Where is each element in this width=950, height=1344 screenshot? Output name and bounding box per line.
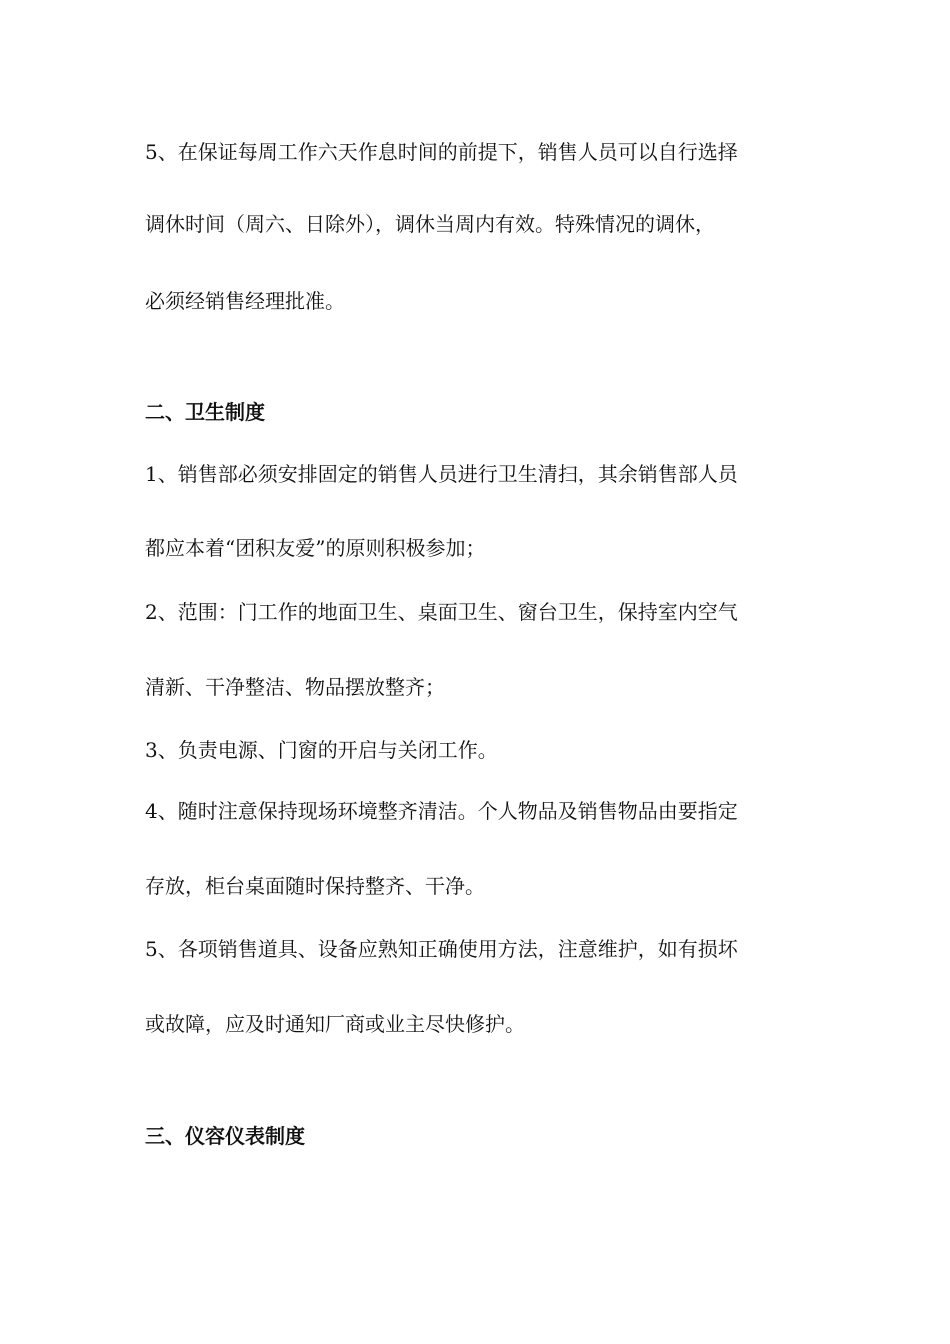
paragraph-line: 1、销售部必须安排固定的销售人员进行卫生清扫，其余销售部人员 (145, 462, 738, 486)
paragraph-line: 4、随时注意保持现场环境整齐清洁。个人物品及销售物品由要指定 (145, 799, 738, 823)
section-heading-hygiene: 二、卫生制度 (145, 400, 265, 424)
paragraph-line: 或故障，应及时通知厂商或业主尽快修护。 (145, 1012, 525, 1036)
paragraph-line: 都应本着“团积友爱”的原则积极参加； (145, 536, 486, 560)
paragraph-line: 存放，柜台桌面随时保持整齐、干净。 (145, 874, 485, 898)
paragraph-line: 5、各项销售道具、设备应熟知正确使用方法，注意维护，如有损坏 (145, 937, 738, 961)
paragraph-line: 清新、干净整洁、物品摆放整齐； (145, 675, 445, 699)
section-heading-appearance: 三、仪容仪表制度 (145, 1124, 305, 1148)
paragraph-line: 5、在保证每周工作六天作息时间的前提下，销售人员可以自行选择 (145, 140, 738, 164)
paragraph-line: 调休时间（周六、日除外），调休当周内有效。特殊情况的调休， (145, 212, 715, 236)
paragraph-line: 必须经销售经理批准。 (145, 289, 345, 313)
paragraph-line: 3、负责电源、门窗的开启与关闭工作。 (145, 738, 498, 762)
paragraph-line: 2、范围：门工作的地面卫生、桌面卫生、窗台卫生，保持室内空气 (145, 600, 738, 624)
